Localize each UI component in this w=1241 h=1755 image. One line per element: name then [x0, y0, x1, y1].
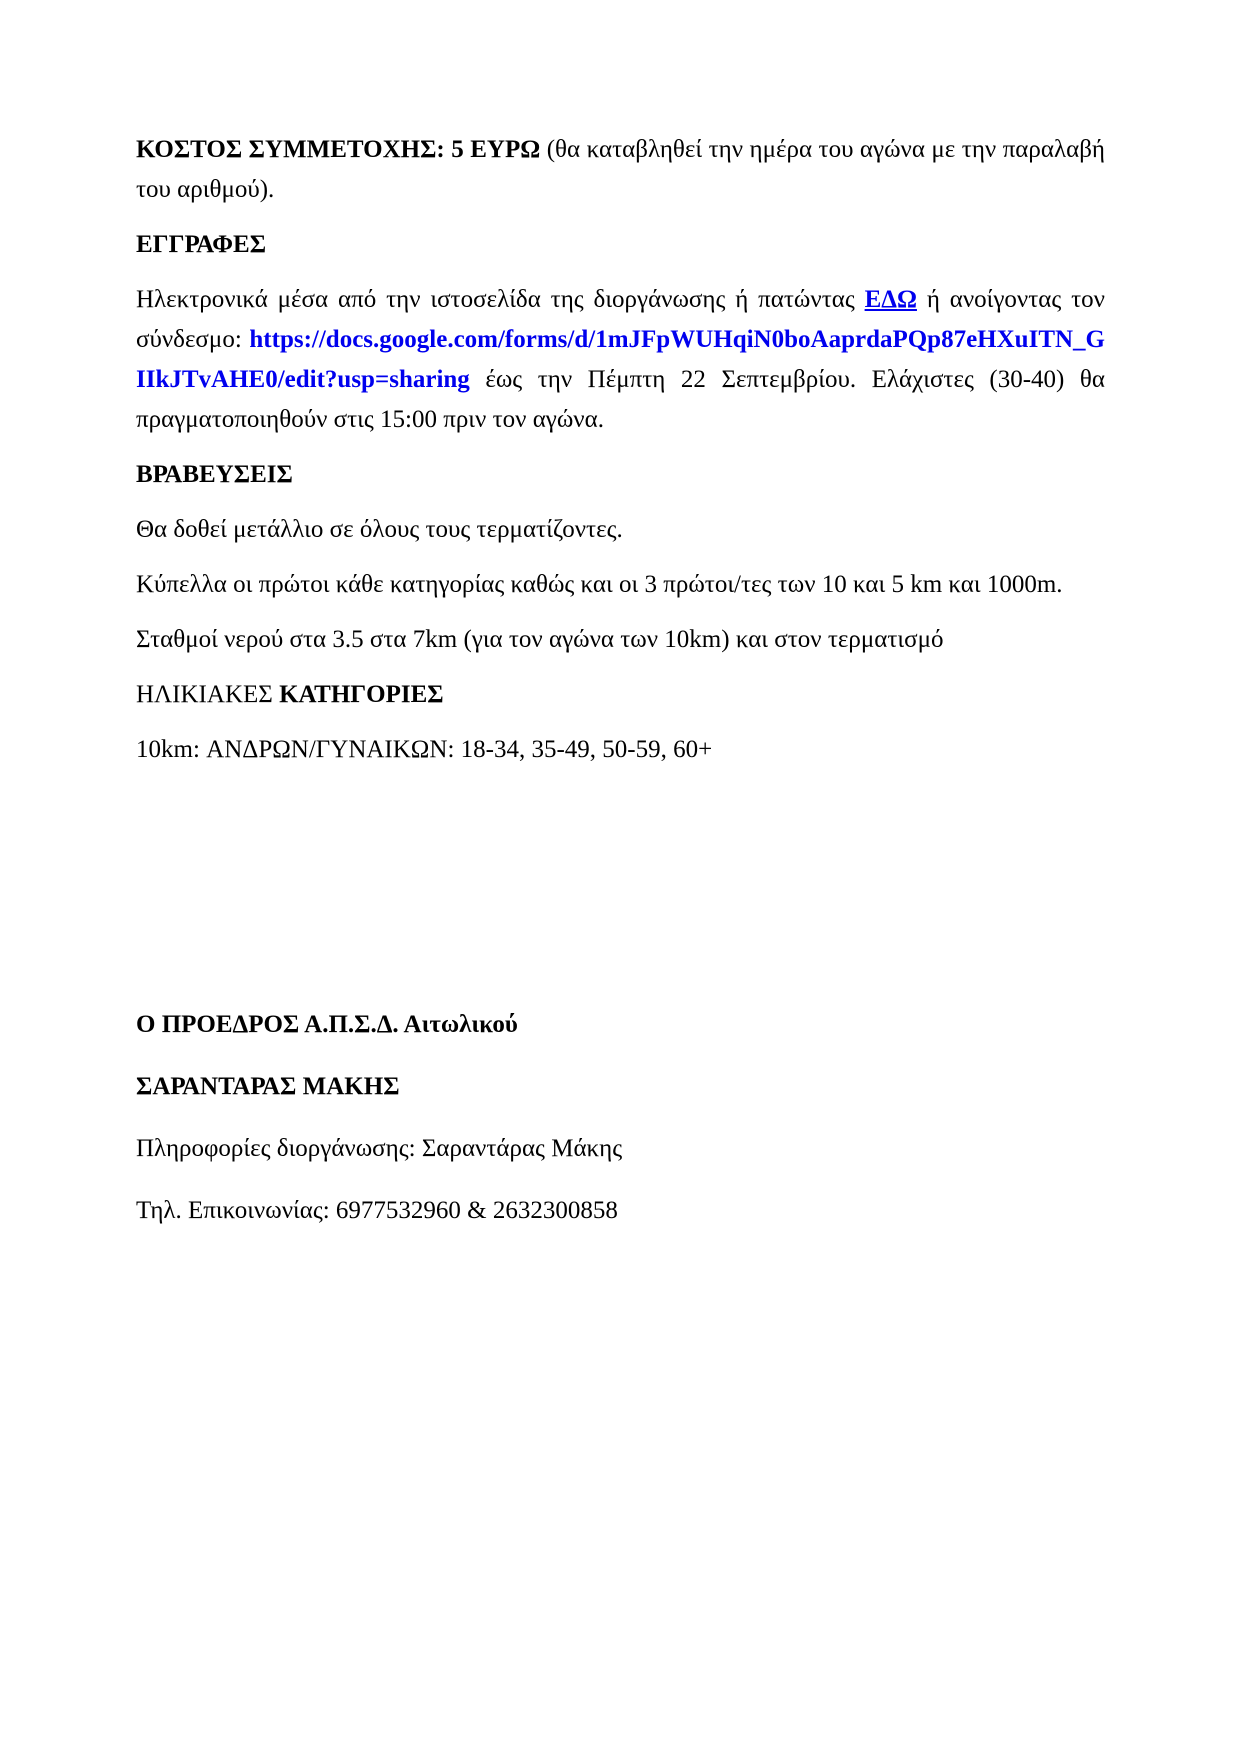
age-categories-heading [136, 675, 1105, 715]
age-heading-regular: ΗΛΙΚΙΑΚΕΣ [136, 681, 280, 708]
president-title-line: Ο ΠΡΟΕΔΡΟΣ Α.Π.Σ.Δ. Αιτωλικού [136, 1011, 518, 1038]
cost-label: ΚΟΣΤΟΣ ΣΥΜΜΕΤΟΧΗΣ: 5 ΕΥΡΩ [136, 136, 541, 163]
cost-detail: (θα καταβληθεί την ημέρα του αγώνα με την παραλαβή του αριθμού). [136, 136, 1105, 203]
president-name-line: ΣΑΡΑΝΤΑΡΑΣ ΜΑΚΗΣ [136, 1073, 400, 1100]
here-link[interactable]: ΕΔΩ [864, 286, 917, 313]
age-categories-list: 10km: ΑΝΔΡΩΝ/ΓΥΝΑΙΚΩΝ: 18-34, 35-49, 50-59, 60+ [136, 736, 713, 763]
medals-paragraph: Θα δοθεί μετάλλιο σε όλους τους τερματίζοντες. [136, 516, 623, 543]
awards-heading: ΒΡΑΒΕΥΣΕΙΣ [136, 461, 293, 488]
age-heading-bold: ΚΑΤΗΓΟΡΙΕΣ [279, 681, 444, 708]
water-stations-paragraph: Σταθμοί νερού στα 3.5 στα 7km (για τον αγώνα των 10km) και στον τερματισμό [136, 626, 944, 653]
cups-paragraph: Κύπελλα οι πρώτοι κάθε κατηγορίας καθώς και οι 3 πρώτοι/τες των 10 και 5 km και 1000m. [136, 571, 1063, 598]
cost-paragraph [136, 130, 1105, 210]
registrations-text-1: Ηλεκτρονικά μέσα από την ιστοσελίδα της διοργάνωσης ή πατώντας [136, 286, 865, 313]
registrations-text-3: έως την Πέμπτη 22 Σεπτεμβρίου. Ελάχιστες (30-40) θα πραγματοποιηθούν στις 15:00 πριν τον αγώνα. [136, 366, 1105, 433]
organizer-info-line: Πληροφορίες διοργάνωσης: Σαραντάρας Μάκης [136, 1135, 623, 1162]
registrations-paragraph [136, 280, 1105, 440]
google-form-url-link[interactable]: https://docs.google.com/forms/d/1mJFpWUHqiN0boAaprdaPQp87eHXuITN_GIIkJTvAHE0/edit?usp=sharing [136, 326, 1105, 393]
registrations-heading: ΕΓΓΡΑΦΕΣ [136, 231, 267, 258]
contact-phones-line: Τηλ. Επικοινωνίας: 6977532960 & 2632300858 [136, 1197, 618, 1224]
document-content [136, 130, 1105, 1253]
registrations-text-2: ή ανοίγοντας τον σύνδεσμο: [136, 286, 1105, 353]
blank-space [136, 785, 1105, 1005]
